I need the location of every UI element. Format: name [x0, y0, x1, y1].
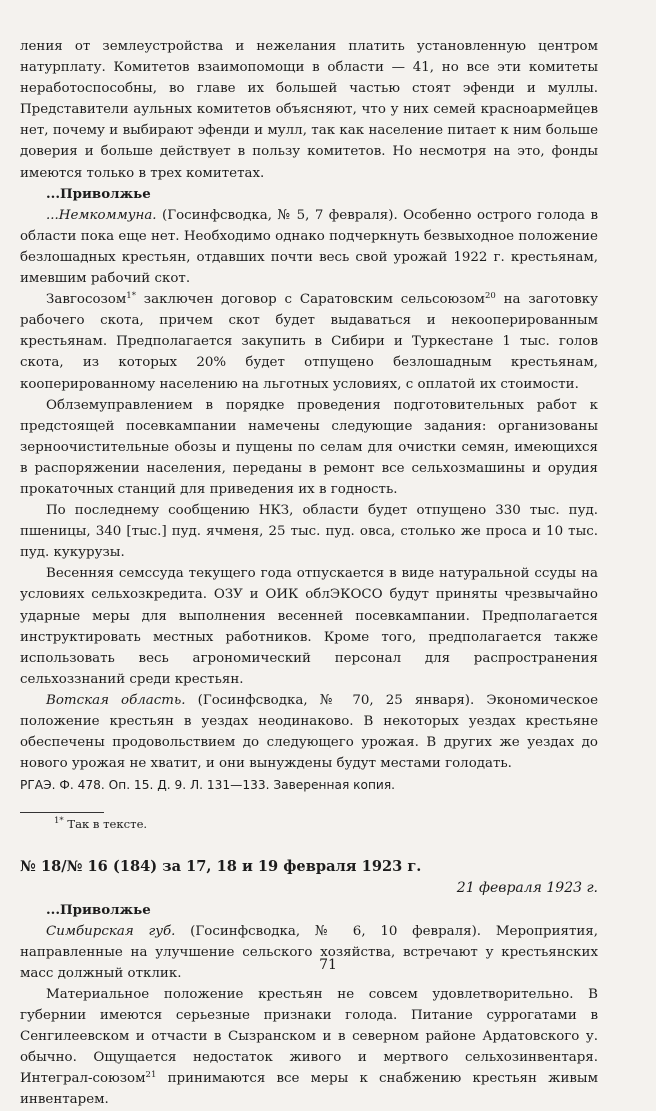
document-page [20, 36, 598, 1111]
paragraph-7-lead: Вотская область. [46, 692, 186, 708]
paragraph-9-part-a: Материальное положение крестьян не совсем удовлетворительно. В губернии имеются серьезные признаки голода. Питание суррогатами в Сенгилеевском и отчасти в Сызранском и в северном районе Ардатовского у. обычно. Ощущается недостаток живого и мертвого сельхозинвентаря. Интеграл-союзом [20, 986, 598, 1087]
archive-source: РГАЭ. Ф. 478. Оп. 15. Д. 9. Л. 131—133. Заверенная копия. [20, 778, 396, 793]
footnote-text: Так в тексте. [63, 817, 148, 832]
footnote-divider [20, 812, 104, 813]
footnote-mark: 1* [54, 816, 64, 827]
paragraph-1: ления от землеустройства и нежелания платить установленную центром натурплату. Комитетов взаимопомощи в области — 41, но все эти комитеты неработоспособны, во главе их большей частью стоят эфенди и муллы. Представители аульных комитетов объясняют, что у них семей красноармейцев нет, почему и выбирают эфенди и мулл, так как население питает к ним больше доверия и больше действует в пользу комитетов. Но несмотря на это, фонды имеются только в трех комитетах. [20, 39, 598, 181]
footnote-ref-1: 1* [126, 291, 136, 302]
paragraph-3 [20, 289, 598, 394]
paragraph-8-lead: Симбирская губ. [46, 923, 176, 939]
footnote [20, 816, 598, 832]
paragraph-3-part-a: Завгосозом [46, 292, 127, 308]
paragraph-2 [20, 205, 598, 289]
paragraph-9-part-b: принимаются все меры к снабжению крестьян живым инвентарем. [20, 1071, 598, 1108]
paragraph-8-body: (Госинфсводка, № 6, 10 февраля). Мероприятия, направленные на улучшение сельского хозяйства, встречают у крестьянских масс должный отклик. [20, 923, 598, 981]
page-number: 71 [319, 957, 337, 973]
region-heading-1: ...Приволжье [46, 185, 151, 202]
paragraph-3-part-c: на заготовку рабочего скота, причем скот будет выдаваться и некооперированным крестьянам. Предполагается закупить в Сибири и Туркестане 1 тыс. голов скота, из которых 20% будет отпущено безлошадным крестьянам, кооперированному населению на льготных условиях, с оплатой их стоимости. [20, 292, 598, 392]
paragraph-6: Весенняя семссуда текущего года отпускается в виде натуральной ссуды на условиях сельхозкредита. ОЗУ и ОИК облЭКОСО будут приняты чрезвычайно ударные меры для выполнения весенней посевкампании. Предполагается инструктировать местных работников. Кроме того, предполагается также использовать весь агрономический персонал для распространения сельхоззнаний среди крестьян. [20, 566, 598, 687]
region-heading-2: ...Приволжье [46, 901, 151, 918]
paragraph-9 [20, 984, 598, 1111]
paragraph-2-body: (Госинфсводка, № 5, 7 февраля). Особенно острого голода в области пока еще нет. Необходимо однако подчеркнуть безвыходное положение безлошадных крестьян, отдавших почти весь свой урожай 1922 г. крестьянам, имевшим рабочий скот. [20, 207, 598, 287]
paragraph-5: По последнему сообщению НКЗ, области будет отпущено 330 тыс. пуд. пшеницы, 340 [тыс.] пуд. ячменя, 25 тыс. пуд. овса, столько же проса и 10 тыс. пуд. кукурузы. [20, 503, 598, 561]
document-date: 21 февраля 1923 г. [456, 880, 598, 897]
footnote-ref-20: 20 [484, 291, 496, 302]
paragraph-7 [20, 690, 598, 774]
paragraph-2-lead: ...Немкоммуна. [46, 207, 157, 223]
document-heading: № 18/№ 16 (184) за 17, 18 и 19 февраля 1923 г. [20, 858, 422, 876]
paragraph-8 [20, 921, 598, 984]
paragraph-4: Облземуправлением в порядке проведения подготовительных работ к предстоящей посевкампании намечены следующие задания: организованы зерноочистительные обозы и пущены по селам для очистки семян, имеющихся в распоряжении населения, переданы в ремонт все сельхозмашины и орудия прокаточных станций для приведения их в годность. [20, 397, 598, 497]
paragraph-7-body: (Госинфсводка, № 70, 25 января). Экономическое положение крестьян в уездах неодинаково. В некоторых уездах крестьяне обеспечены продовольствием до следующего урожая. В других же уездах до нового урожая не хватит, и они вынуждены будут местами голодать. [20, 692, 598, 772]
paragraph-3-part-b: заключен договор с Саратовским сельсоюзом [135, 292, 485, 308]
footnote-ref-21: 21 [145, 1070, 157, 1081]
